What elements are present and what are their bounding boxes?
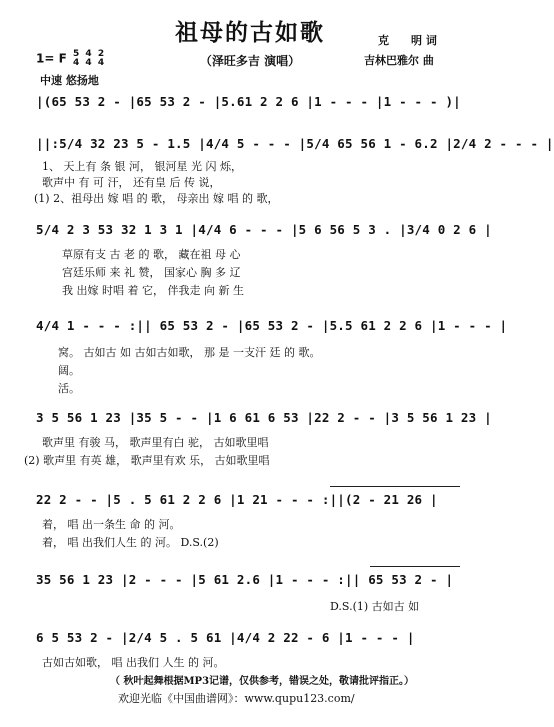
footer-note: （ 秋叶起舞根据MP3记谱，仅供参考，错误之处，敬请批评指正。） — [110, 676, 415, 687]
lyric-3c: 我 出嫁 时唱 着 它， 伴我走 向 新 生 — [62, 284, 244, 297]
lyric-3b: 宫廷乐师 来 礼 赞， 国家心 胸 多 辽 — [62, 266, 241, 279]
lyric-4c: 活。 — [58, 382, 80, 395]
volta-bracket-2 — [370, 566, 460, 567]
key-label: 1= F — [36, 51, 67, 66]
score-row-1: |(65 53 2 - |65 53 2 - |5.61 2 2 6 |1 - - - |1 - - - )| — [36, 94, 461, 109]
composer: 吉林巴雅尔 曲 — [364, 54, 434, 67]
meter-3: 2 4 — [97, 49, 105, 68]
lyric-6b: 着， 唱 出我们人生 的 河。 D.S.(2) — [42, 536, 219, 549]
lyric-6a: 着， 唱 出一条生 命 的 河。 — [42, 518, 181, 531]
footer-welcome: 欢迎光临《中国曲谱网》：www.qupu123.com/ — [118, 692, 355, 705]
lyric-4a: 窝。 古如古 如 古如古如歌， 那 是 一支汗 廷 的 歌。 — [58, 346, 321, 359]
volta-bracket-1 — [330, 486, 460, 487]
lyric-5a: 歌声里 有骏 马， 歌声里有白 驼， 古如歌里唱 — [42, 436, 269, 449]
lyric-5b: (2) 歌声里 有英 雄， 歌声里有欢 乐， 古如歌里唱 — [24, 454, 270, 467]
lyric-7a: D.S.(1) 古如古 如 — [330, 600, 420, 613]
meter-2: 4 4 — [85, 49, 92, 68]
meter-1: 5 4 — [72, 49, 80, 68]
lyric-2b: 歌声中 有 可 汗， 还有皇 后 传 说， — [42, 176, 221, 189]
lyric-8a: 古如古如歌， 唱 出我们 人生 的 河。 — [42, 656, 225, 669]
key-signature — [36, 50, 104, 68]
lyric-4b: 阔。 — [58, 364, 80, 377]
score-row-2: ||:5/4 32 23 5 - 1.5 |4/4 5 - - - |5/4 65 56 1 - 6.2 |2/4 2 - - - | — [36, 136, 554, 151]
score-row-4: 4/4 1 - - - :|| 65 53 2 - |65 53 2 - |5.5 61 2 2 6 |1 - - - | — [36, 318, 508, 333]
score-row-8: 6 5 53 2 - |2/4 5 . 5 61 |4/4 2 22 - 6 |1 - - - | — [36, 630, 415, 645]
score-row-6: 22 2 - - |5 . 5 61 2 2 6 |1 21 - - - :||(2 - 21 26 | — [36, 492, 438, 507]
performer: （泽旺多吉 演唱） — [199, 54, 301, 68]
score-row-7: 35 56 1 23 |2 - - - |5 61 2.6 |1 - - - :|| 65 53 2 - | — [36, 572, 454, 587]
title: 祖母的古如歌 — [175, 19, 325, 46]
score-row-5: 3 5 56 1 23 |35 5 - - |1 6 61 6 53 |22 2 - - |3 5 56 1 23 | — [36, 410, 492, 425]
lyric-2a: 1、 天上有 条 银 河， 银河星 光 闪 烁， — [42, 160, 242, 173]
tempo: 中速 悠扬地 — [40, 74, 99, 87]
lyric-3a: 草原有支 古 老 的 歌， 藏在祖 母 心 — [62, 248, 241, 261]
lyricist: 克 明 词 — [378, 34, 437, 47]
lyric-2c: (1) 2、祖母出 嫁 唱 的 歌， 母亲出 嫁 唱 的 歌， — [34, 192, 279, 205]
score-row-3: 5/4 2 3 53 32 1 3 1 |4/4 6 - - - |5 6 56 5 3 . |3/4 0 2 6 | — [36, 222, 492, 237]
